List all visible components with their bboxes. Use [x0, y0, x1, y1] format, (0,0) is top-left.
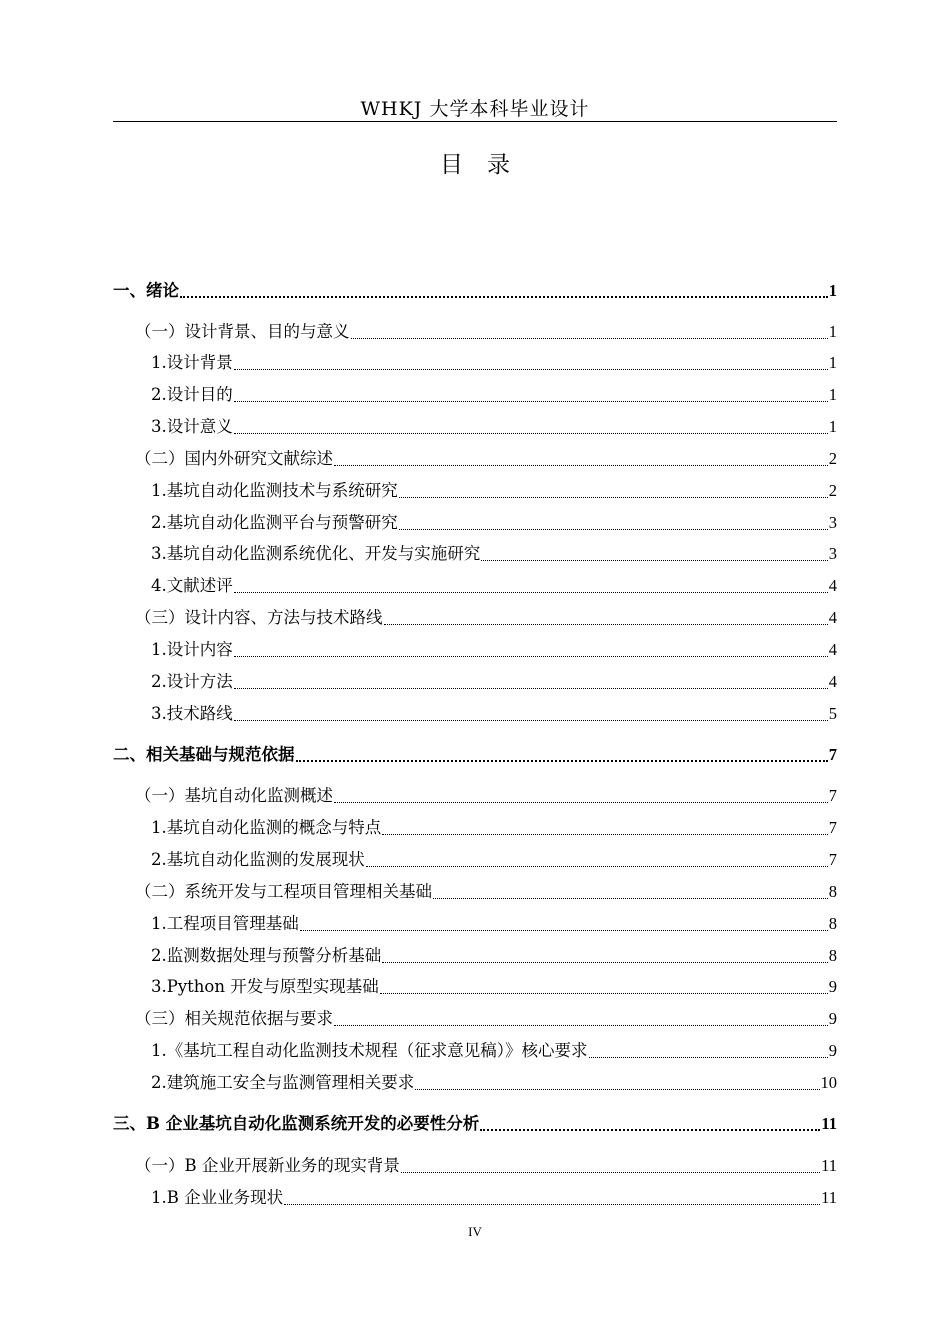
toc-entry-subsection[interactable]	[151, 414, 837, 438]
toc-dot-leader	[351, 338, 828, 339]
toc-entry-text: 1.设计内容	[151, 640, 233, 659]
toc-entry-subsection[interactable]	[151, 815, 837, 839]
toc-dot-leader	[234, 688, 828, 689]
toc-entry-text: 2.基坑自动化监测的发展现状	[151, 850, 365, 869]
toc-entry-subsection[interactable]	[151, 943, 837, 967]
toc-entry-text: （一）设计背景、目的与意义	[135, 322, 350, 341]
toc-entry-subsection[interactable]	[151, 510, 837, 534]
toc-dot-leader	[589, 1057, 828, 1058]
toc-entry-page: 7	[828, 818, 837, 837]
toc-entry-page: 9	[828, 977, 837, 996]
toc-entry-page: 11	[821, 1188, 837, 1207]
toc-entry-page: 4	[828, 576, 837, 595]
toc-dot-leader	[300, 930, 828, 931]
toc-entry-text: 一、绪论	[113, 281, 179, 300]
toc-entry-text: 2.监测数据处理与预警分析基础	[151, 946, 382, 965]
toc-entry-page: 11	[821, 1114, 837, 1133]
toc-entry-text: 3.技术路线	[151, 704, 233, 723]
toc-entry-text: （一）B 企业开展新业务的现实背景	[135, 1156, 400, 1175]
toc-entry-subsection[interactable]	[151, 637, 837, 661]
toc-entry-text: 2.基坑自动化监测平台与预警研究	[151, 513, 398, 532]
toc-dot-leader	[415, 1089, 819, 1090]
toc-dot-leader	[234, 720, 828, 721]
toc-entry-section[interactable]	[135, 783, 837, 807]
toc-dot-leader	[234, 656, 828, 657]
toc-entry-text: 4.文献述评	[151, 576, 233, 595]
toc-entry-page: 7	[828, 850, 837, 869]
toc-entry-page: 9	[828, 1009, 837, 1028]
toc-entry-page: 10	[820, 1073, 837, 1092]
toc-entry-section[interactable]	[135, 446, 837, 470]
toc-entry-section[interactable]	[135, 605, 837, 629]
toc-entry-subsection[interactable]	[151, 701, 837, 725]
toc-entry-page: 11	[821, 1156, 837, 1175]
toc-entry-subsection[interactable]	[151, 974, 837, 998]
toc-entry-text: 1.基坑自动化监测技术与系统研究	[151, 481, 398, 500]
toc-entry-subsection[interactable]	[151, 1070, 837, 1094]
toc-entry-page: 2	[828, 449, 837, 468]
toc-entry-subsection[interactable]	[151, 350, 837, 374]
toc-entry-chapter[interactable]	[113, 1111, 837, 1135]
toc-entry-page: 1	[828, 281, 837, 300]
toc-entry-text: 三、B 企业基坑自动化监测系统开发的必要性分析	[113, 1114, 480, 1133]
page-header-title: WHKJ 大学本科毕业设计	[360, 98, 590, 120]
toc-entry-section[interactable]	[135, 319, 837, 343]
toc-dot-leader	[481, 560, 828, 561]
toc-dot-leader	[234, 369, 828, 370]
toc-entry-chapter[interactable]	[113, 278, 837, 302]
toc-entry-subsection[interactable]	[151, 478, 837, 502]
toc-entry-subsection[interactable]	[151, 1185, 837, 1209]
toc-dot-leader	[334, 1025, 828, 1026]
toc-dot-leader	[399, 529, 828, 530]
header-divider	[113, 121, 837, 122]
toc-entry-page: 8	[828, 914, 837, 933]
toc-dot-leader	[380, 993, 828, 994]
toc-entry-text: 1.基坑自动化监测的概念与特点	[151, 818, 382, 837]
toc-entry-page: 4	[828, 672, 837, 691]
toc-dot-leader	[384, 624, 828, 625]
toc-dot-leader	[382, 834, 828, 835]
toc-entry-subsection[interactable]	[151, 847, 837, 871]
toc-entry-text: 二、相关基础与规范依据	[113, 745, 295, 764]
toc-entry-text: 1.工程项目管理基础	[151, 914, 299, 933]
toc-entry-page: 1	[828, 417, 837, 436]
toc-entry-page: 1	[828, 385, 837, 404]
toc-entry-text: 3.Python 开发与原型实现基础	[151, 977, 379, 996]
toc-dot-leader	[234, 401, 828, 402]
toc-entry-page: 1	[828, 322, 837, 341]
page-number: IV	[468, 1224, 482, 1239]
toc-entry-section[interactable]	[135, 1006, 837, 1030]
toc-entry-subsection[interactable]	[151, 573, 837, 597]
toc-dot-leader	[234, 433, 828, 434]
toc-dot-leader	[296, 760, 828, 762]
toc-entry-page: 3	[828, 513, 837, 532]
toc-entry-text: 2.建筑施工安全与监测管理相关要求	[151, 1073, 415, 1092]
toc-entry-text: （三）相关规范依据与要求	[135, 1009, 333, 1028]
toc-dot-leader	[366, 866, 828, 867]
toc-title: 目录	[440, 152, 534, 178]
toc-entry-page: 2	[828, 481, 837, 500]
toc-entry-text: 1.B 企业业务现状	[151, 1188, 284, 1207]
toc-entry-text: 1.设计背景	[151, 353, 233, 372]
toc-dot-leader	[401, 1172, 820, 1173]
toc-entry-page: 7	[828, 786, 837, 805]
toc-entry-text: 3.基坑自动化监测系统优化、开发与实施研究	[151, 544, 481, 563]
toc-entry-text: 2.设计方法	[151, 672, 233, 691]
toc-entry-text: 3.设计意义	[151, 417, 233, 436]
toc-entry-text: 2.设计目的	[151, 385, 233, 404]
toc-entry-page: 1	[828, 353, 837, 372]
toc-dot-leader	[334, 465, 828, 466]
toc-entry-chapter[interactable]	[113, 742, 837, 766]
toc-entry-page: 8	[828, 882, 837, 901]
toc-dot-leader	[284, 1204, 820, 1205]
toc-entry-text: （二）系统开发与工程项目管理相关基础	[135, 882, 432, 901]
toc-entry-page: 4	[828, 608, 837, 627]
toc-entry-page: 8	[828, 946, 837, 965]
toc-entry-page: 5	[828, 704, 837, 723]
toc-dot-leader	[334, 802, 828, 803]
toc-entry-section[interactable]	[135, 879, 837, 903]
toc-entry-page: 3	[828, 544, 837, 563]
toc-dot-leader	[180, 296, 828, 298]
toc-entry-subsection[interactable]	[151, 541, 837, 565]
toc-entry-subsection[interactable]	[151, 669, 837, 693]
toc-dot-leader	[234, 592, 828, 593]
toc-entry-text: 1.《基坑工程自动化监测技术规程（征求意见稿）》核心要求	[151, 1041, 588, 1060]
toc-dot-leader	[480, 1129, 820, 1131]
toc-entry-subsection[interactable]	[151, 1038, 837, 1062]
toc-entry-subsection[interactable]	[151, 911, 837, 935]
toc-dot-leader	[399, 497, 828, 498]
toc-entry-page: 4	[828, 640, 837, 659]
toc-entry-text: （一）基坑自动化监测概述	[135, 786, 333, 805]
toc-dot-leader	[433, 898, 828, 899]
toc-entry-page: 7	[828, 745, 837, 764]
toc-entry-text: （三）设计内容、方法与技术路线	[135, 608, 383, 627]
toc-entry-page: 9	[828, 1041, 837, 1060]
toc-entry-subsection[interactable]	[151, 382, 837, 406]
toc-dot-leader	[382, 962, 828, 963]
toc-entry-section[interactable]	[135, 1153, 837, 1177]
toc-entry-text: （二）国内外研究文献综述	[135, 449, 333, 468]
